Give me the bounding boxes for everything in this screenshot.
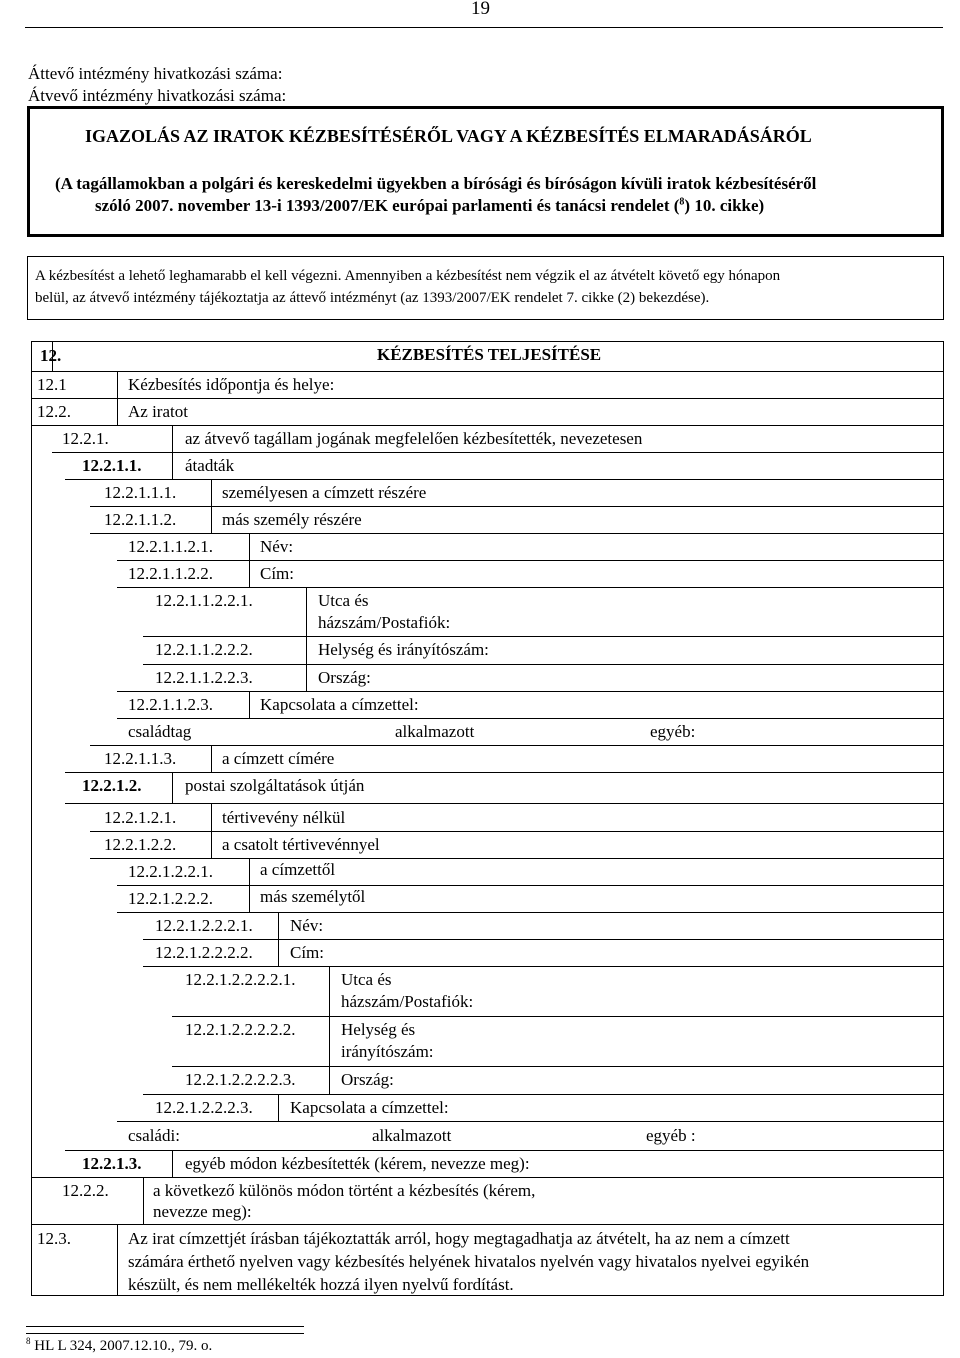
item-num: 12.2.1.1.2.2.2. <box>155 640 253 659</box>
vrule-16 <box>117 1224 118 1296</box>
option-family[interactable]: családi: <box>128 1126 180 1145</box>
vrule-10 <box>249 858 250 912</box>
vrule-8 <box>172 772 173 803</box>
rule-12-2-1-3 <box>65 1150 944 1151</box>
country-label: Ország: <box>318 668 371 687</box>
rule-12-2-1-1-2-1 <box>90 533 944 534</box>
rule-12-2-1-2-2-2-2-2 <box>172 1016 944 1017</box>
item-num: 12.2.1.1.2.2.1. <box>155 591 253 610</box>
rule-12-2-1-2-2 <box>90 831 944 832</box>
receiver-reference-label: Átvevő intézmény hivatkozási száma: <box>28 86 287 105</box>
footnote <box>26 1336 212 1355</box>
item-num: 12.2.1.2.2.2.2.3. <box>185 1070 296 1089</box>
address-label: Cím: <box>290 943 325 962</box>
item-num: 12.2.1.2.2.2.3. <box>155 1098 253 1117</box>
footnote-rule-1 <box>26 1326 304 1327</box>
page-number: 19 <box>471 0 490 19</box>
item-num: 12.2.1.1.2.2.3. <box>155 668 253 687</box>
from-recipient-label: a címzettől <box>260 860 336 879</box>
notice-sentence1: A kézbesítést a lehető leghamarabb el kell végezni. <box>35 268 342 284</box>
regulation-reference-line2 <box>95 196 764 216</box>
section-title: KÉZBESÍTÉS TELJESÍTÉSE <box>377 345 602 364</box>
item-num: 12.2.1.1.3. <box>104 749 177 768</box>
item-num: 12.2.1.2.2.2.1. <box>155 916 253 935</box>
document-title: IGAZOLÁS AZ IRATOK KÉZBESÍTÉSÉRŐL VAGY A KÉZBESÍTÉS ELMARADÁSÁRÓL <box>85 126 812 146</box>
rule-12-2-1-1-2-2-3 <box>143 664 944 665</box>
rule-12-2-1-1-2-3 <box>117 691 944 692</box>
item-num: 12.2.1.2.2. <box>104 835 177 854</box>
form-right-rule <box>943 341 944 1296</box>
rule-12-2-1-1-2-2-2 <box>143 636 944 637</box>
option-other[interactable]: egyéb: <box>650 722 696 741</box>
street-label: Utca és <box>318 591 369 610</box>
special-method-label-cont: nevezze meg): <box>153 1202 252 1221</box>
vrule-12 <box>329 966 330 1094</box>
item-num: 12.2.1.2.1. <box>104 808 177 827</box>
city-zip-label: Helység és irányítószám: <box>318 640 489 659</box>
vrule-15 <box>143 1177 144 1224</box>
vrule-9 <box>211 803 212 858</box>
name-label: Név: <box>290 916 324 935</box>
vrule-6 <box>249 691 250 718</box>
footnote-number: 8 <box>26 1336 31 1346</box>
name-label: Név: <box>260 537 294 556</box>
item-num: 12.2.1.3. <box>82 1154 142 1173</box>
handed-over-label: átadták <box>185 456 235 475</box>
rule-12-3 <box>31 1224 944 1225</box>
rule-12-2-1-2-2-2-2-3 <box>172 1066 944 1067</box>
rule-12-2-1-2-2-2-2-1 <box>143 966 944 967</box>
postal-service-label: postai szolgáltatások útján <box>185 776 365 795</box>
other-person-label: más személy részére <box>222 510 362 529</box>
item-num: 12.2.1.2.2.2.2. <box>155 943 253 962</box>
country-label: Ország: <box>341 1070 394 1089</box>
vrule-1 <box>117 371 118 425</box>
footnote-ref[interactable]: 8 <box>679 196 685 208</box>
rule-12-2-1-2-1 <box>65 803 944 804</box>
rule-12-2-1-2-2-2-1 <box>117 912 944 913</box>
item-num: 12.2.1.1.2.1. <box>128 537 213 556</box>
recipient-address-label: a címzett címére <box>222 749 335 768</box>
rule-12-2-1-1-2-2-1 <box>117 587 944 588</box>
rule-12-2-1-1-2 <box>90 506 944 507</box>
refusal-notice-line1: Az irat címzettjét írásban tájékoztatták arról, hogy megtagadhatja az átvételt, ha az nem a címzett <box>128 1229 790 1248</box>
item-num: 12.2.1.1.1. <box>104 483 177 502</box>
rule-12-2-1-2-2-1 <box>90 858 944 859</box>
item-num: 12.2. <box>37 402 71 421</box>
item-num: 12.2.1.2.2.2.2.1. <box>185 970 296 989</box>
personal-delivery-label: személyesen a címzett részére <box>222 483 427 502</box>
rule-12-2-1-1-3 <box>90 745 944 746</box>
rule-12-2-1-2-2-2-2 <box>143 939 944 940</box>
relationship-label: Kapcsolata a címzettel: <box>290 1098 449 1117</box>
footnote-rule-2 <box>26 1333 304 1334</box>
other-method-label: egyéb módon kézbesítették (kérem, nevezze meg): <box>185 1154 530 1173</box>
vrule-13 <box>278 1094 279 1121</box>
header-rule <box>25 27 943 28</box>
street-label: Utca és <box>341 970 392 989</box>
item-num: 12.2.1.1.2. <box>104 510 177 529</box>
city-zip-label-cont: irányítószám: <box>341 1042 434 1061</box>
served-under-law-label: az átvevő tagállam jogának megfelelően kézbesítették, nevezetesen <box>185 429 643 448</box>
special-method-label: a következő különös módon történt a kézbesítés (kérem, <box>153 1181 536 1200</box>
regulation-article: ) 10. cikke) <box>684 196 765 215</box>
item-num: 12.2.1.2.2.2. <box>128 889 213 908</box>
regulation-text: szóló 2007. november 13-i 1393/2007/EK európai parlamenti és tanácsi rendelet ( <box>95 196 680 215</box>
rule-12-2-1 <box>31 425 944 426</box>
item-num: 12.1 <box>37 375 67 394</box>
refusal-notice-line3: készült, és nem mellékelték hozzá ilyen nyelvű fordítást. <box>128 1275 514 1294</box>
vrule-3 <box>211 479 212 533</box>
rule-12-2-1-1 <box>52 452 944 453</box>
refusal-notice-line2: számára érthető nyelven vagy kézbesítés helyének hivatalos nyelvén vagy hivatalos nyelvei egyikén <box>128 1252 810 1271</box>
option-other[interactable]: egyéb : <box>646 1126 696 1145</box>
option-employee[interactable]: alkalmazott <box>372 1126 452 1145</box>
rule-12-2-1-2 <box>65 772 944 773</box>
item-num: 12.2.1.1.2.3. <box>128 695 213 714</box>
rule-12-2-1-1-1 <box>65 479 944 480</box>
item-num: 12.2.1.1.2.2. <box>128 564 213 583</box>
vrule-2 <box>172 425 173 479</box>
notice-sentence2: Amennyiben a kézbesítést nem végzik el az átvételt követő egy hónapon <box>344 268 781 284</box>
city-zip-label: Helység és <box>341 1020 416 1039</box>
section-number: 12. <box>40 346 62 365</box>
vrule-7 <box>211 745 212 772</box>
option-family-member[interactable]: családtag <box>128 722 192 741</box>
notice-line1 <box>35 268 780 285</box>
item-num: 12.3. <box>37 1229 71 1248</box>
vrule-5 <box>306 587 307 691</box>
delivery-date-place-label: Kézbesítés időpontja és helye: <box>128 375 335 394</box>
item-num: 12.2.1.1. <box>82 456 142 475</box>
rule-12-2-1-2-2-2-3 <box>143 1094 944 1095</box>
section-header-divider <box>52 341 53 371</box>
vrule-11 <box>278 912 279 966</box>
rule-rel1 <box>117 718 944 719</box>
street-label-cont: házszám/Postafiók: <box>341 992 474 1011</box>
address-label: Cím: <box>260 564 295 583</box>
item-num: 12.2.1.2.2.2.2.2. <box>185 1020 296 1039</box>
item-num: 12.2.1. <box>62 429 109 448</box>
street-label-cont: házszám/Postafiók: <box>318 613 451 632</box>
vrule-4 <box>249 533 250 587</box>
item-num: 12.2.1.2.2.1. <box>128 862 213 881</box>
without-receipt-label: tértivevény nélkül <box>222 808 346 827</box>
notice-line2: belül, az átvevő intézmény tájékoztatja az áttevő intézményt (az 1393/2007/EK rendelet 7. cikke (2) bekezdése). <box>35 290 710 306</box>
item-num: 12.2.2. <box>62 1181 109 1200</box>
regulation-reference-line1: (A tagállamokban a polgári és kereskedelmi ügyekben a bírósági és bíróságon kívüli iratok kézbesítéséről <box>55 174 817 193</box>
from-other-person-label: más személytől <box>260 887 366 906</box>
rule-12-2-1-2-2-2 <box>117 885 944 886</box>
footnote-text: HL L 324, 2007.12.10., 79. o. <box>34 1338 213 1354</box>
option-employee[interactable]: alkalmazott <box>395 722 475 741</box>
sender-reference-label: Áttevő intézmény hivatkozási száma: <box>28 64 283 83</box>
rule-12-2 <box>31 398 944 399</box>
with-receipt-label: a csatolt tértivevénnyel <box>222 835 380 854</box>
notice-box <box>27 256 944 320</box>
rule-rel2 <box>117 1121 944 1122</box>
item-num: 12.2.1.2. <box>82 776 142 795</box>
rule-12-1 <box>31 371 944 372</box>
rule-12-2-1-1-2-2 <box>117 560 944 561</box>
document-label: Az iratot <box>128 402 188 421</box>
relationship-label: Kapcsolata a címzettel: <box>260 695 419 714</box>
rule-12-2-2 <box>31 1177 944 1178</box>
form-top-rule <box>31 341 944 342</box>
vrule-14 <box>172 1150 173 1177</box>
